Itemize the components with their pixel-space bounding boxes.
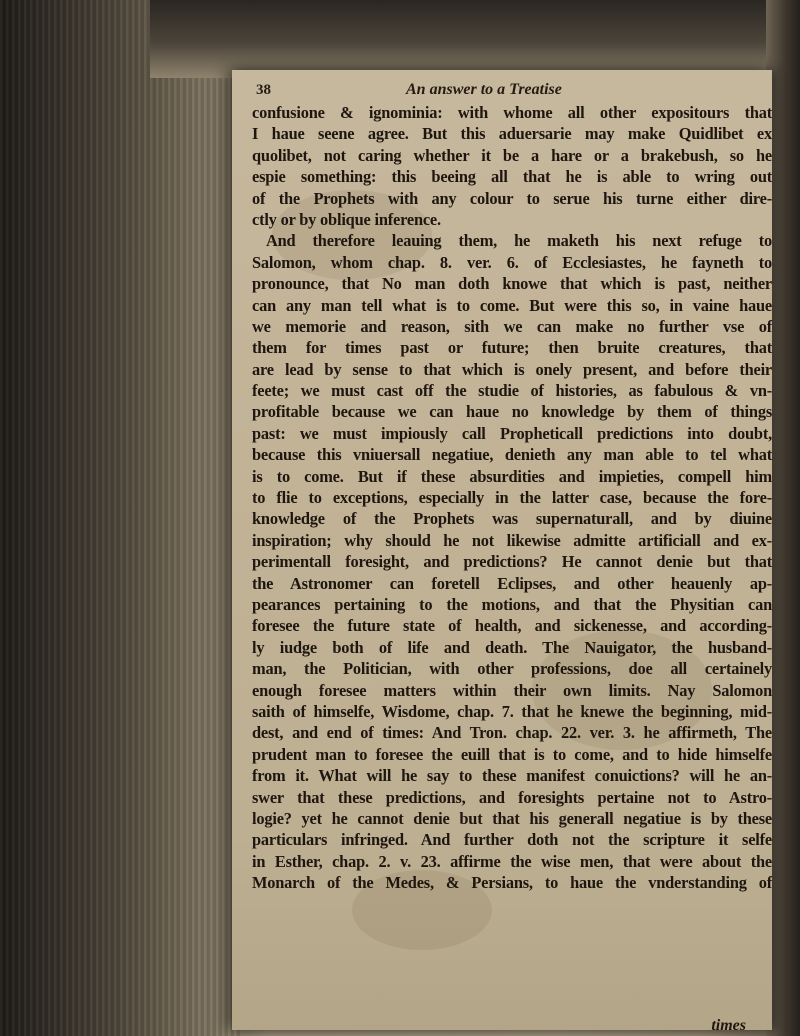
text-line: quolibet, not caring whether it be a hare or a brakebush, so he	[252, 145, 772, 165]
text-line: we memorie and reason, sith we can make no further vse of	[252, 316, 772, 336]
binding-edge	[0, 0, 240, 1036]
text-line: ctly or by oblique inference.	[252, 209, 441, 229]
text-line: are lead by sense to that which is onely present, and before their	[252, 359, 772, 379]
text-line: I haue seene agree. But this aduersarie may make Quidlibet ex	[252, 124, 772, 144]
text-line: to flie to exceptions, especially in the latter case, because the fore-	[252, 488, 772, 508]
text-line: feete; we must cast off the studie of histories, as fabulous & vn-	[252, 381, 772, 401]
text-line: Salomon, whom chap. 8. ver. 6. of Ecclesiastes, he fayneth to	[252, 252, 772, 272]
top-shadow	[150, 0, 800, 78]
text-line: swer that these predictions, and foresights pertaine not to Astro-	[252, 787, 772, 807]
body-text	[252, 102, 772, 893]
page-header	[256, 82, 756, 102]
text-line: particulars infringed. And further doth not the scripture it selfe	[252, 830, 772, 850]
catchword: times	[711, 1017, 746, 1034]
text-line: prudent man to foresee the euill that is to come, and to hide himselfe	[252, 744, 772, 764]
catchword-row	[252, 1017, 772, 1035]
text-line: from it. What will he say to these manifest conuictions? will he an-	[252, 766, 772, 786]
text-line: foresee the future state of health, and sickenesse, and according-	[252, 616, 772, 636]
text-line: knowledge of the Prophets was supernaturall, and by diuine	[252, 509, 772, 529]
text-line: Monarch of the Medes, & Persians, to haue the vnderstanding of	[252, 873, 772, 893]
text-line: enough foresee matters within their own limits. Nay Salomon	[252, 680, 772, 700]
text-line: And therefore leauing them, he maketh his next refuge to	[266, 231, 772, 251]
running-title: An answer to a Treatise	[406, 81, 562, 98]
text-line: because this vniuersall negatiue, denieth any man able to tel what	[252, 445, 772, 465]
text-line: can any man tell what is to come. But were this so, in vaine haue	[252, 295, 772, 315]
text-line: in Esther, chap. 2. v. 23. affirme the wise men, that were about the	[252, 851, 772, 871]
text-line: profitable because we can haue no knowledge by them of things	[252, 402, 772, 422]
text-line: is to come. But if these absurdities and impieties, compell him	[252, 466, 772, 486]
text-line: pearances pertaining to the motions, and that the Physitian can	[252, 594, 772, 614]
text-line: the Astronomer can foretell Eclipses, and other heauenly ap-	[252, 573, 772, 593]
text-line: of the Prophets with any colour to serue his turne either dire-	[252, 188, 772, 208]
text-line: ly iudge both of life and death. The Nauigator, the husband-	[252, 637, 772, 657]
page-number: 38	[256, 82, 271, 98]
text-line: perimentall foresight, and predictions? He cannot denie but that	[252, 552, 772, 572]
text-line: saith of himselfe, Wisdome, chap. 7. that he knewe the beginning, mid-	[252, 701, 772, 721]
text-line: pronounce, that No man doth knowe that which is past, neither	[252, 274, 772, 294]
text-line: man, the Politician, with other professions, doe all certainely	[252, 659, 772, 679]
text-line: dest, and end of times: And Tron. chap. 22. ver. 3. he affirmeth, The	[252, 723, 772, 743]
text-line: inspiration; why should he not likewise admitte artificiall and ex-	[252, 530, 772, 550]
text-line: past: we must impiously call Propheticall predictions into doubt,	[252, 423, 772, 443]
text-line: confusione & ignominia: with whome all other expositours that	[252, 103, 772, 122]
text-line: them for times past or future; then bruite creatures, that	[252, 338, 772, 358]
text-line: espie something: this beeing all that he is able to wring out	[252, 167, 772, 187]
text-line: logie? yet he cannot denie but that his generall negatiue is by these	[252, 808, 772, 828]
